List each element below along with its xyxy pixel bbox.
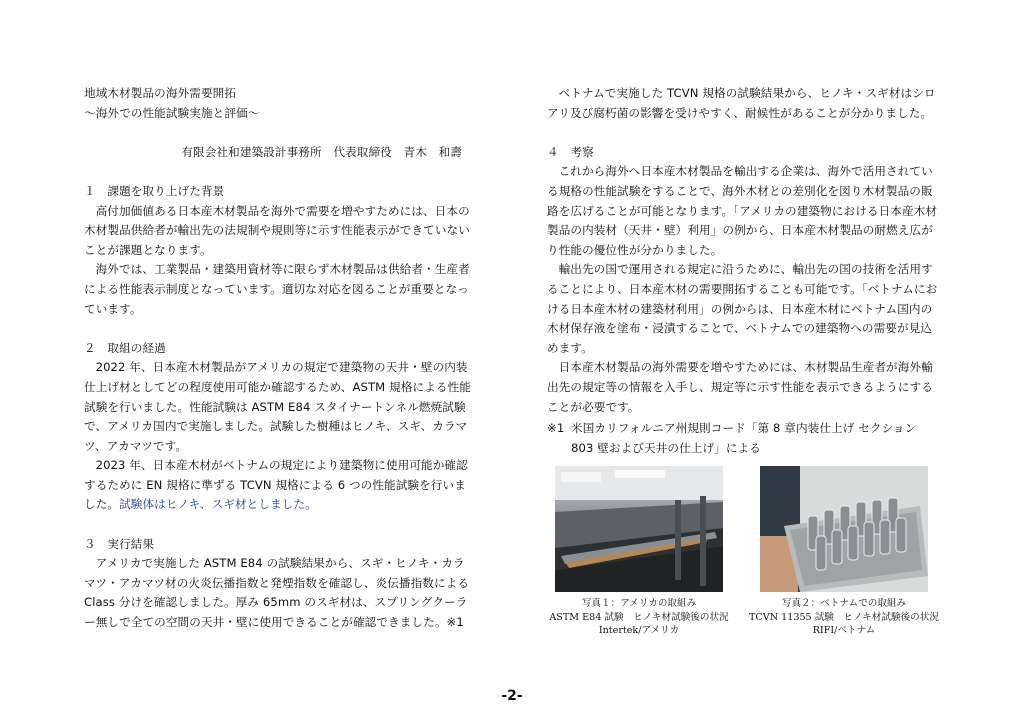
section-2-heading: ２ 取組の経過 xyxy=(84,340,166,355)
page-number: -2- xyxy=(501,688,523,704)
photo-1-caption-test: ASTM E84 試験 ヒノキ材試験後の状況 xyxy=(549,611,729,623)
section-4-paragraph-3: 日本産木材製品の海外需要を増やすためには、木材製品生産者が海外輸出先の規定等の情報を入手し、規定等に示す性能を表示できるようにすることが必要です。 xyxy=(547,360,933,414)
section-1-paragraph-1: 高付加価値ある日本産木材製品を海外で需要を増やすためには、日本の木材製品供給者が輸出先の法規制や規則等に示す性能表示ができていないことが課題となります。 xyxy=(84,203,470,257)
footnote-mark: ※1 xyxy=(547,421,565,436)
footnote-line-2: 803 壁および天井の仕上げ」による xyxy=(571,440,761,455)
section-4-heading: ４ 考察 xyxy=(547,144,594,159)
section-4-paragraph-2: 輸出先の国で運用される規定に沿うために、輸出先の国の技術を活用することにより、日本産木材の需要開拓することも可能です。「ベトナムにおける日本産木材の建築材利用」の例からは、日本産木材にベトナム国内の木材保存液を塗布・浸漬することで、ベトナムでの建築物への需要が見込めます。 xyxy=(547,262,938,355)
section-2-paragraph-2-text: 2023 年、日本産木材がベトナムの規定により建築物に使用可能か確認するために EN 規格に準ずる TCVN 規格による 6 つの性能試験を行いました。 xyxy=(84,458,468,512)
section-3-heading: ３ 実行結果 xyxy=(84,536,155,551)
photo-1-caption-source: Intertek/アメリカ xyxy=(598,625,680,636)
section-1-heading: １ 課題を取り上げた背景 xyxy=(84,183,225,198)
document-title: 地域木材製品の海外需要開拓 xyxy=(84,86,237,100)
photo-2-caption-title: 写真２：ベトナムでの取組み xyxy=(781,598,907,609)
photo-2-caption-test: TCVN 11355 試験 ヒノキ材試験後の状況 xyxy=(749,611,939,623)
left-column xyxy=(84,84,476,633)
section-2-paragraph-1: 2022 年、日本産木材製品がアメリカの規定で建築物の天井・壁の内装仕上げ材としてどの程度使用可能か確認するため、ASTM 規格による性能試験を行いました。性能試験は ASTM E84 スタイナートンネル燃焼試験で、アメリカ国内で実施しました。試験した樹種はヒノキ、スギ、カラマツ、アカマツです。 xyxy=(84,360,471,453)
right-column xyxy=(547,84,939,458)
author-line: 有限会社和建築設計事務所 代表取締役 青木 和壽 xyxy=(181,144,462,159)
photo-tcvn-specimens xyxy=(760,466,928,592)
footnote xyxy=(547,419,939,458)
document-subtitle: ～海外での性能試験実施と評価～ xyxy=(84,105,260,120)
section-2-paragraph-2-highlight: 試験体はヒノキ、スギ材としました。 xyxy=(119,497,317,512)
section-3-paragraph-2: ベトナムで実施した TCVN 規格の試験結果から、ヒノキ・スギ材はシロアリ及び腐朽菌の影響を受けやすく、耐候性があることが分かりました。 xyxy=(547,86,936,120)
section-3-paragraph-1: アメリカで実施した ASTM E84 の試験結果から、スギ・ヒノキ・カラマツ・アカマツ材の火炎伝播指数と発煙指数を確認し、炎伝播指数による Class 分けを確認しました。厚み 65mm のスギ材は、スプリングクーラー無しで全ての空間の天井・壁に使用できることが確認できました。※1 xyxy=(84,556,470,630)
photo-2-caption xyxy=(733,597,955,638)
section-1-paragraph-2: 海外では、工業製品・建築用資材等に限らず木材製品は供給者・生産者による性能表示制度となっています。適切な対応を図ることが重要となっています。 xyxy=(84,262,470,316)
section-2-paragraph-2 xyxy=(84,456,476,515)
section-4-paragraph-1: これから海外へ日本産木材製品を輸出する企業は、海外で活用されている規格の性能試験をすることで、海外木材との差別化を図り木材製品の販路を広げることが可能となります。「アメリカの建築物における日本産木材製品の内装材（天井・壁）利用」の例から、日本産木材製品の耐燃え広がり性能の優位性が分かりました。 xyxy=(547,164,938,257)
photo-1-caption xyxy=(530,597,748,638)
photo-2-caption-source: RIFI/ベトナム xyxy=(812,625,876,636)
photo-astm-tunnel xyxy=(555,466,723,592)
photo-1-caption-title: 写真１：アメリカの取組み xyxy=(581,598,697,609)
footnote-line-1: 米国カリフォルニア州規則コード「第 8 章内装仕上げ セクション xyxy=(571,421,917,436)
